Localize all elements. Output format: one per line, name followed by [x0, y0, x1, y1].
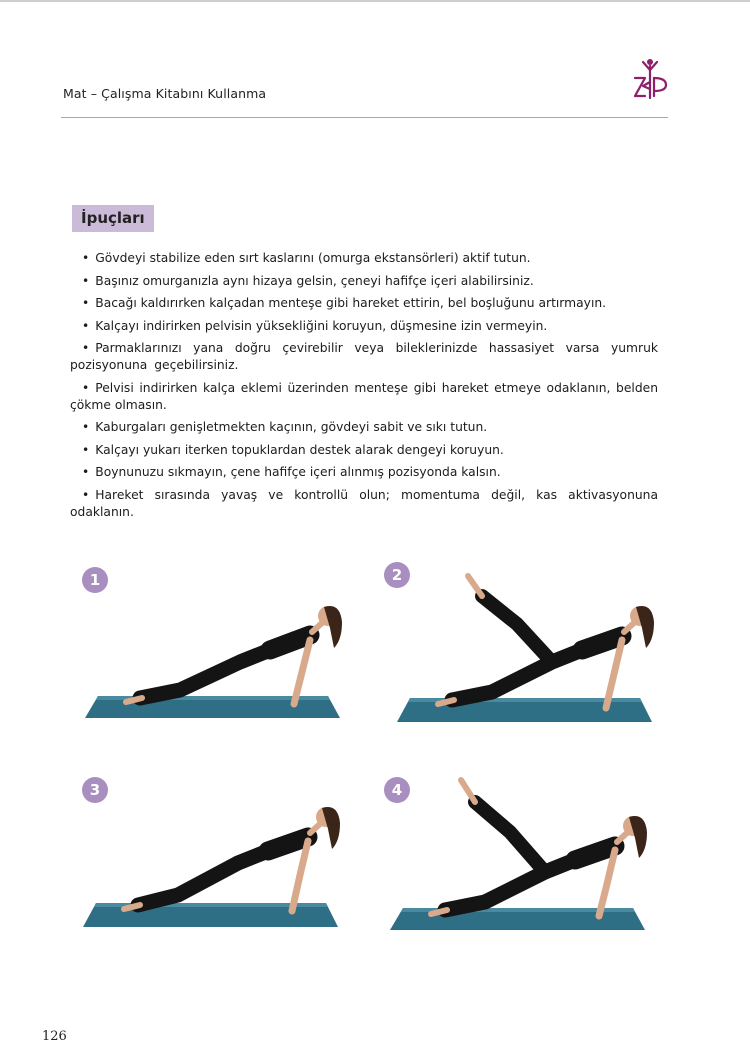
tip-item	[70, 464, 658, 481]
page-header-title: Mat – Çalışma Kitabını Kullanma	[63, 86, 267, 101]
step-number-badge: 3	[82, 777, 108, 803]
tips-heading: İpuçları	[72, 205, 154, 232]
exercise-photo-reverse-plank	[80, 590, 350, 765]
zp-logo	[630, 56, 670, 108]
tip-item	[70, 380, 658, 414]
tip-item	[70, 340, 658, 374]
bullet-icon: •	[82, 442, 90, 457]
tip-item	[70, 487, 658, 521]
tip-item	[70, 318, 658, 335]
bullet-icon: •	[82, 273, 90, 288]
tip-text: Hareket sırasında yavaş ve kontrollü olun; momentuma değil, kas aktivasyonuna odaklanın.	[70, 487, 658, 519]
tip-item	[70, 419, 658, 436]
bullet-icon: •	[82, 341, 90, 355]
step-number-badge: 2	[384, 562, 410, 588]
bullet-icon: •	[82, 318, 90, 333]
tip-item	[70, 250, 658, 267]
bullet-icon: •	[82, 380, 90, 395]
tip-text: Boynunuzu sıkmayın, çene hafifçe içeri alınmış pozisyonda kalsın.	[95, 465, 501, 479]
page-number: 126	[42, 1029, 67, 1044]
exercise-photo-reverse-plank	[78, 795, 348, 970]
tip-text: Kalçayı indirirken pelvisin yüksekliğini koruyun, düşmesine izin vermeyin.	[95, 318, 548, 333]
tip-text: Parmaklarınızı yana doğru çevirebilir veya bileklerinizde hassasiyet varsa yumruk pozisyonuna geçebilirsiniz.	[70, 341, 658, 372]
exercise-photo-reverse-plank-leg-lift	[385, 768, 655, 943]
bullet-icon: •	[82, 296, 90, 310]
bullet-icon: •	[82, 487, 90, 502]
step-number-badge: 4	[384, 777, 410, 803]
tip-item	[70, 273, 658, 290]
step-number-badge: 1	[82, 567, 108, 593]
tip-text: Bacağı kaldırırken kalçadan menteşe gibi hareket ettirin, bel boşluğunu artırmayın.	[95, 296, 607, 310]
tip-text: Pelvisi indirirken kalça eklemi üzerinden menteşe gibi hareket etmeye odaklanın, belden çökme olmasın.	[70, 380, 658, 412]
tip-text: Başınız omurganızla aynı hizaya gelsin, çeneyi hafifçe içeri alabilirsiniz.	[95, 273, 534, 288]
tips-list	[70, 250, 658, 526]
tip-item	[70, 295, 658, 312]
exercise-photo-reverse-plank-leg-lift	[392, 562, 662, 737]
tip-text: Kaburgaları genişletmekten kaçının, gövdeyi sabit ve sıkı tutun.	[95, 420, 488, 434]
tip-item	[70, 442, 658, 459]
tip-text: Kalçayı yukarı iterken topuklardan destek alarak dengeyi koruyun.	[95, 442, 504, 457]
top-border	[0, 0, 750, 2]
tip-text: Gövdeyi stabilize eden sırt kaslarını (omurga ekstansörleri) aktif tutun.	[95, 251, 531, 265]
bullet-icon: •	[82, 420, 90, 434]
bullet-icon: •	[82, 465, 90, 479]
bullet-icon: •	[82, 251, 90, 265]
header-divider	[61, 117, 668, 118]
